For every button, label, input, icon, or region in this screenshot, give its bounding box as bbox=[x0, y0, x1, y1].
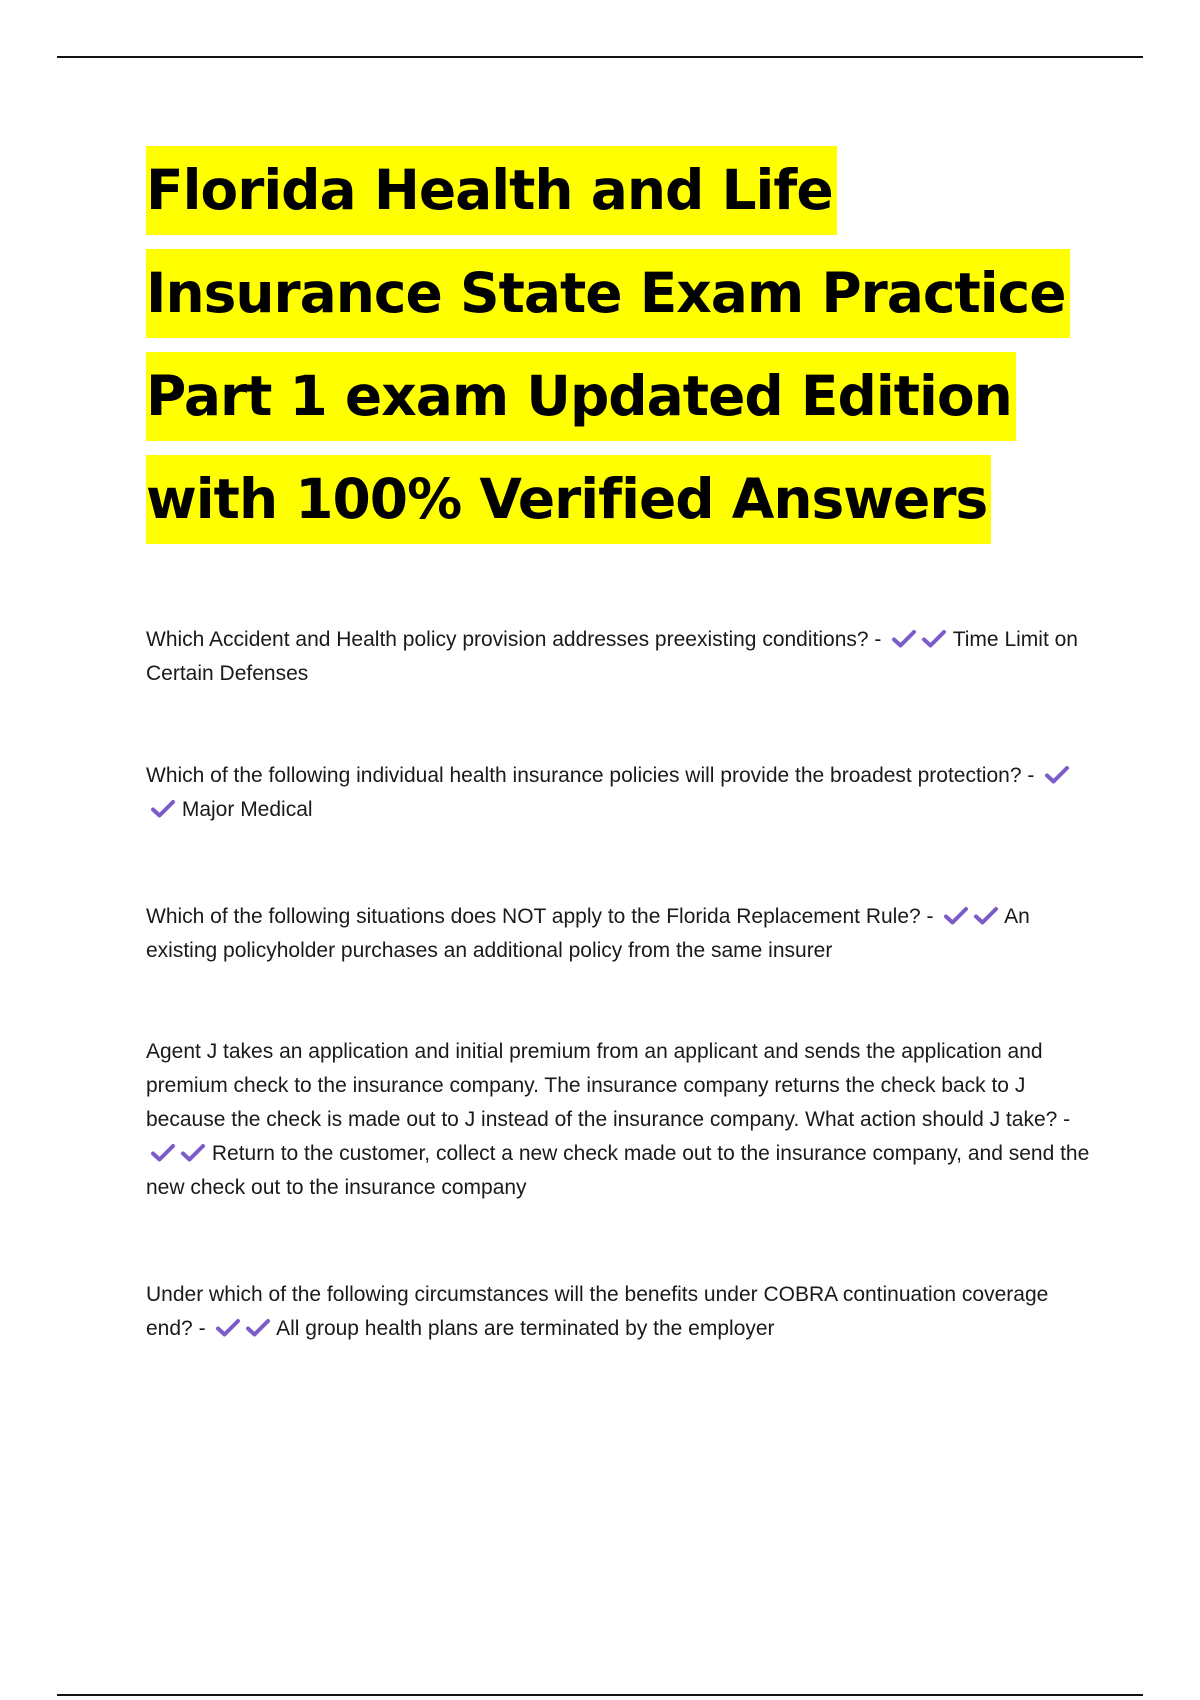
checkmark-icon bbox=[245, 1317, 271, 1339]
answer-text: An existing policyholder purchases an additional policy from the same insurer bbox=[146, 905, 1030, 962]
question-text: Which of the following situations does NOT apply to the Florida Replacement Rule? bbox=[146, 905, 921, 928]
checkmark-icon bbox=[150, 1142, 176, 1164]
checkmark-icon bbox=[891, 628, 917, 650]
separator: - bbox=[926, 905, 934, 928]
checkmark-icon bbox=[180, 1142, 206, 1164]
answer-text: Time Limit on Certain Defenses bbox=[146, 628, 1078, 685]
checkmark-icon bbox=[215, 1317, 241, 1339]
checkmark-icon bbox=[921, 628, 947, 650]
top-divider bbox=[57, 56, 1143, 58]
qa-item-4 bbox=[146, 1035, 1096, 1205]
checkmark-icon bbox=[943, 905, 969, 927]
question-text: Under which of the following circumstances will the benefits under COBRA continuation coverage end? bbox=[146, 1283, 1049, 1340]
separator: - bbox=[874, 628, 882, 651]
answer-text: Major Medical bbox=[181, 798, 313, 821]
question-text: Which Accident and Health policy provision addresses preexisting conditions? bbox=[146, 628, 869, 651]
bottom-divider bbox=[57, 1694, 1143, 1696]
title-line: Part 1 exam Updated Edition bbox=[146, 352, 1016, 441]
answer-text: Return to the customer, collect a new check made out to the insurance company, and send the new check out to the insurance company bbox=[146, 1142, 1090, 1199]
question-text: Which of the following individual health insurance policies will provide the broadest protection? bbox=[146, 764, 1022, 787]
title-line: Insurance State Exam Practice bbox=[146, 249, 1070, 338]
qa-item-2 bbox=[146, 759, 1096, 827]
title-line: with 100% Verified Answers bbox=[146, 455, 991, 544]
document-title bbox=[146, 146, 1106, 558]
qa-item-5 bbox=[146, 1278, 1096, 1346]
separator: - bbox=[1063, 1108, 1071, 1131]
checkmark-icon bbox=[150, 798, 176, 820]
checkmark-icon bbox=[1044, 764, 1070, 786]
question-text: Agent J takes an application and initial premium from an applicant and sends the application and premium check to the insurance company. The insurance company returns the check back to J because the check is made out to J instead of the insurance company. What action should J take? bbox=[146, 1040, 1058, 1131]
separator: - bbox=[1027, 764, 1035, 787]
title-line: Florida Health and Life bbox=[146, 146, 837, 235]
separator: - bbox=[198, 1317, 206, 1340]
answer-text: All group health plans are terminated by the employer bbox=[276, 1317, 775, 1340]
qa-item-1 bbox=[146, 623, 1096, 691]
qa-item-3 bbox=[146, 900, 1096, 968]
checkmark-icon bbox=[973, 905, 999, 927]
